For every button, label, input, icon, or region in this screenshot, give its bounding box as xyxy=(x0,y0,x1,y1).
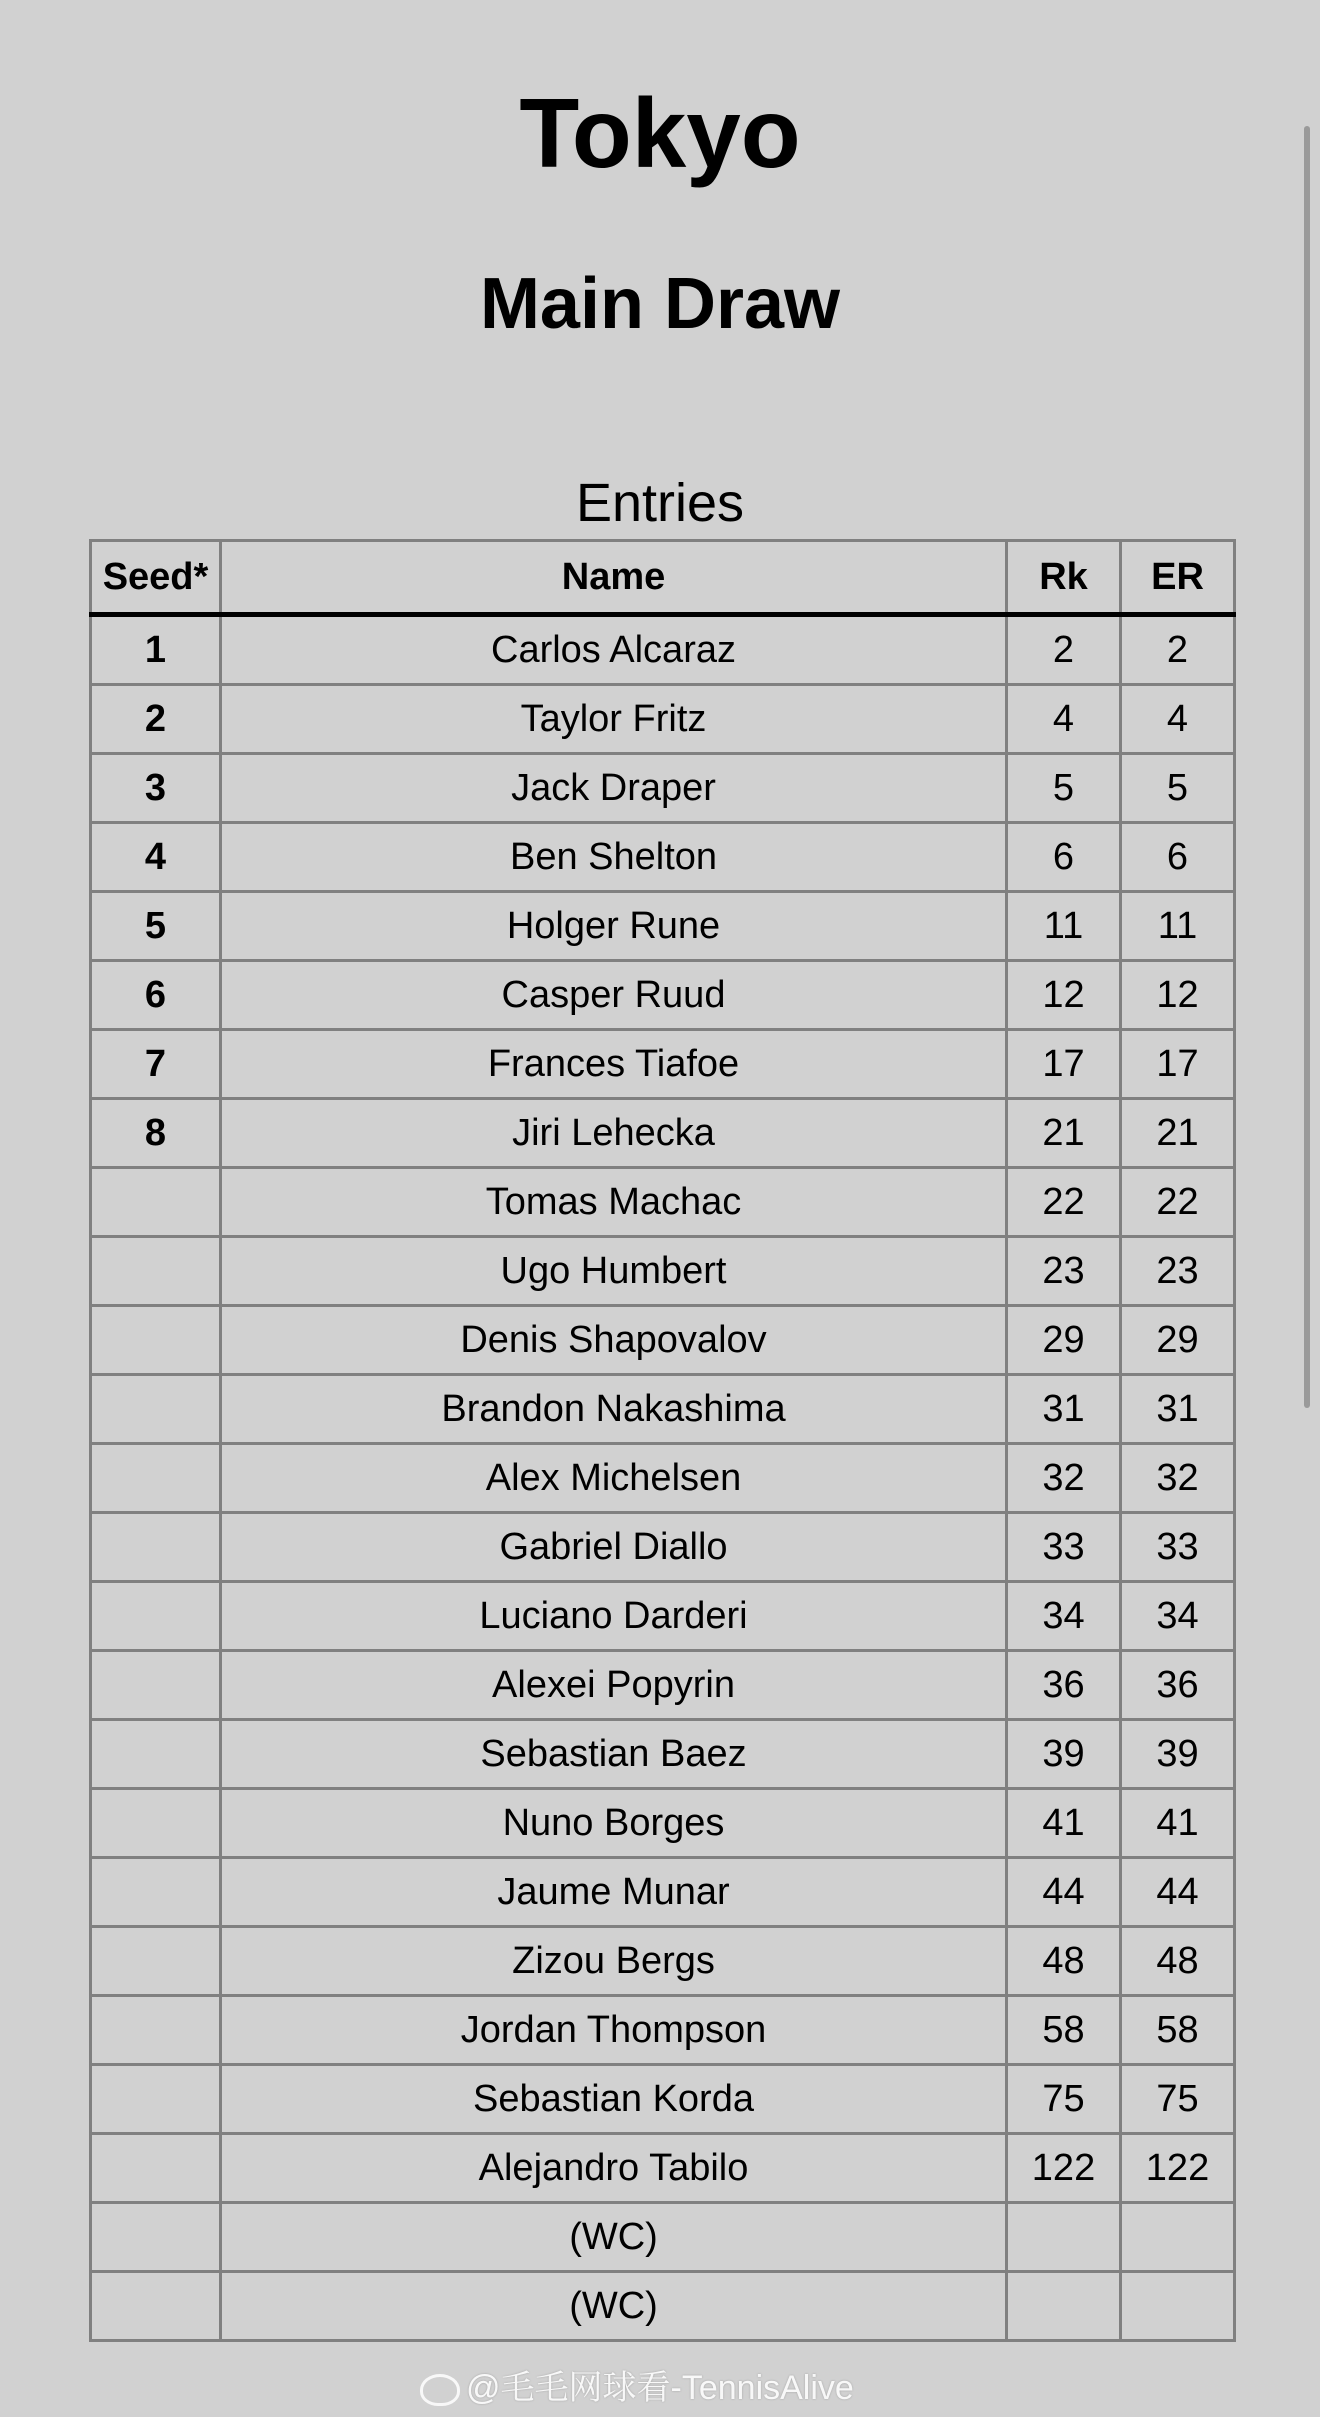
name-cell: Frances Tiafoe xyxy=(221,1030,1007,1099)
rank-cell: 41 xyxy=(1007,1789,1121,1858)
name-cell: Jaume Munar xyxy=(221,1858,1007,1927)
entry-rank-cell: 44 xyxy=(1121,1858,1235,1927)
watermark-text: @毛毛网球看-TennisAlive xyxy=(466,2369,854,2407)
table-row xyxy=(91,1582,1235,1651)
entry-rank-cell: 122 xyxy=(1121,2134,1235,2203)
table-row xyxy=(91,1651,1235,1720)
entry-rank-cell xyxy=(1121,2272,1235,2341)
rank-cell: 29 xyxy=(1007,1306,1121,1375)
rank-cell: 22 xyxy=(1007,1168,1121,1237)
name-cell: Alex Michelsen xyxy=(221,1444,1007,1513)
entry-rank-cell: 48 xyxy=(1121,1927,1235,1996)
seed-cell xyxy=(91,1651,221,1720)
entry-rank-cell: 41 xyxy=(1121,1789,1235,1858)
vertical-scrollbar[interactable] xyxy=(1304,126,1310,1408)
name-cell: Jordan Thompson xyxy=(221,1996,1007,2065)
seed-cell xyxy=(91,1582,221,1651)
table-row xyxy=(91,1444,1235,1513)
name-cell: (WC) xyxy=(221,2272,1007,2341)
seed-cell: 4 xyxy=(91,823,221,892)
entry-rank-cell: 22 xyxy=(1121,1168,1235,1237)
name-cell: Alexei Popyrin xyxy=(221,1651,1007,1720)
table-row xyxy=(91,2065,1235,2134)
seed-cell xyxy=(91,2203,221,2272)
entry-rank-cell: 58 xyxy=(1121,1996,1235,2065)
entry-rank-cell: 39 xyxy=(1121,1720,1235,1789)
table-caption: Entries xyxy=(575,473,745,533)
entry-rank-cell xyxy=(1121,2203,1235,2272)
table-row xyxy=(91,1996,1235,2065)
seed-cell xyxy=(91,1375,221,1444)
seed-cell: 5 xyxy=(91,892,221,961)
table-row xyxy=(91,823,1235,892)
name-cell: Jiri Lehecka xyxy=(221,1099,1007,1168)
entry-rank-cell: 11 xyxy=(1121,892,1235,961)
entry-rank-cell: 34 xyxy=(1121,1582,1235,1651)
entry-rank-cell: 5 xyxy=(1121,754,1235,823)
rank-cell: 23 xyxy=(1007,1237,1121,1306)
rank-cell xyxy=(1007,2272,1121,2341)
column-header-seed: Seed* xyxy=(91,541,221,615)
watermark xyxy=(420,2360,854,2409)
page-subtitle: Main Draw xyxy=(479,264,841,344)
rank-cell: 21 xyxy=(1007,1099,1121,1168)
seed-cell xyxy=(91,1306,221,1375)
table-row xyxy=(91,615,1235,685)
name-cell: Sebastian Korda xyxy=(221,2065,1007,2134)
entry-rank-cell: 23 xyxy=(1121,1237,1235,1306)
rank-cell: 36 xyxy=(1007,1651,1121,1720)
rank-cell: 122 xyxy=(1007,2134,1121,2203)
weibo-icon xyxy=(420,2374,460,2406)
entry-rank-cell: 17 xyxy=(1121,1030,1235,1099)
entry-rank-cell: 75 xyxy=(1121,2065,1235,2134)
table-row xyxy=(91,1168,1235,1237)
table-row xyxy=(91,1375,1235,1444)
table-row xyxy=(91,1099,1235,1168)
seed-cell: 1 xyxy=(91,615,221,685)
seed-cell xyxy=(91,1444,221,1513)
seed-cell: 2 xyxy=(91,685,221,754)
seed-cell: 3 xyxy=(91,754,221,823)
rank-cell: 5 xyxy=(1007,754,1121,823)
entry-rank-cell: 33 xyxy=(1121,1513,1235,1582)
table-row xyxy=(91,1789,1235,1858)
table-row xyxy=(91,2272,1235,2341)
seed-cell xyxy=(91,1513,221,1582)
table-row xyxy=(91,1237,1235,1306)
rank-cell: 48 xyxy=(1007,1927,1121,1996)
seed-cell xyxy=(91,1996,221,2065)
name-cell: Ugo Humbert xyxy=(221,1237,1007,1306)
rank-cell: 33 xyxy=(1007,1513,1121,1582)
name-cell: Alejandro Tabilo xyxy=(221,2134,1007,2203)
rank-cell: 6 xyxy=(1007,823,1121,892)
entry-rank-cell: 12 xyxy=(1121,961,1235,1030)
rank-cell: 2 xyxy=(1007,615,1121,685)
seed-cell xyxy=(91,1168,221,1237)
table-row xyxy=(91,1720,1235,1789)
rank-cell: 75 xyxy=(1007,2065,1121,2134)
name-cell: Ben Shelton xyxy=(221,823,1007,892)
name-cell: Luciano Darderi xyxy=(221,1582,1007,1651)
rank-cell: 11 xyxy=(1007,892,1121,961)
seed-cell xyxy=(91,2272,221,2341)
table-row xyxy=(91,2134,1235,2203)
rank-cell: 12 xyxy=(1007,961,1121,1030)
table-row xyxy=(91,961,1235,1030)
column-header-name: Name xyxy=(221,541,1007,615)
entry-rank-cell: 29 xyxy=(1121,1306,1235,1375)
table-row xyxy=(91,2203,1235,2272)
seed-cell: 7 xyxy=(91,1030,221,1099)
rank-cell: 58 xyxy=(1007,1996,1121,2065)
seed-cell xyxy=(91,2065,221,2134)
name-cell: Holger Rune xyxy=(221,892,1007,961)
entry-rank-cell: 2 xyxy=(1121,615,1235,685)
name-cell: Jack Draper xyxy=(221,754,1007,823)
entry-rank-cell: 31 xyxy=(1121,1375,1235,1444)
table-body xyxy=(91,615,1235,2341)
entry-rank-cell: 4 xyxy=(1121,685,1235,754)
table-row xyxy=(91,685,1235,754)
seed-cell: 8 xyxy=(91,1099,221,1168)
name-cell: Zizou Bergs xyxy=(221,1927,1007,1996)
name-cell: Taylor Fritz xyxy=(221,685,1007,754)
table-row xyxy=(91,1513,1235,1582)
name-cell: Sebastian Baez xyxy=(221,1720,1007,1789)
seed-cell xyxy=(91,1858,221,1927)
entry-rank-cell: 21 xyxy=(1121,1099,1235,1168)
entries-table xyxy=(89,539,1236,2342)
seed-cell xyxy=(91,1927,221,1996)
name-cell: Brandon Nakashima xyxy=(221,1375,1007,1444)
name-cell: Tomas Machac xyxy=(221,1168,1007,1237)
rank-cell: 34 xyxy=(1007,1582,1121,1651)
name-cell: Casper Ruud xyxy=(221,961,1007,1030)
table-row xyxy=(91,1858,1235,1927)
name-cell: Nuno Borges xyxy=(221,1789,1007,1858)
page-title: Tokyo xyxy=(519,78,801,188)
column-header-er: ER xyxy=(1121,541,1235,615)
entry-rank-cell: 36 xyxy=(1121,1651,1235,1720)
rank-cell: 4 xyxy=(1007,685,1121,754)
seed-cell xyxy=(91,1237,221,1306)
table-row xyxy=(91,754,1235,823)
table-row xyxy=(91,1030,1235,1099)
table-row xyxy=(91,1306,1235,1375)
name-cell: Denis Shapovalov xyxy=(221,1306,1007,1375)
name-cell: Gabriel Diallo xyxy=(221,1513,1007,1582)
seed-cell xyxy=(91,1789,221,1858)
seed-cell xyxy=(91,2134,221,2203)
rank-cell: 44 xyxy=(1007,1858,1121,1927)
table-row xyxy=(91,892,1235,961)
seed-cell: 6 xyxy=(91,961,221,1030)
rank-cell: 17 xyxy=(1007,1030,1121,1099)
entry-rank-cell: 32 xyxy=(1121,1444,1235,1513)
table-row xyxy=(91,1927,1235,1996)
seed-cell xyxy=(91,1720,221,1789)
name-cell: Carlos Alcaraz xyxy=(221,615,1007,685)
entry-rank-cell: 6 xyxy=(1121,823,1235,892)
rank-cell: 31 xyxy=(1007,1375,1121,1444)
column-header-rk: Rk xyxy=(1007,541,1121,615)
table-header-row xyxy=(91,541,1235,615)
rank-cell xyxy=(1007,2203,1121,2272)
name-cell: (WC) xyxy=(221,2203,1007,2272)
rank-cell: 32 xyxy=(1007,1444,1121,1513)
rank-cell: 39 xyxy=(1007,1720,1121,1789)
